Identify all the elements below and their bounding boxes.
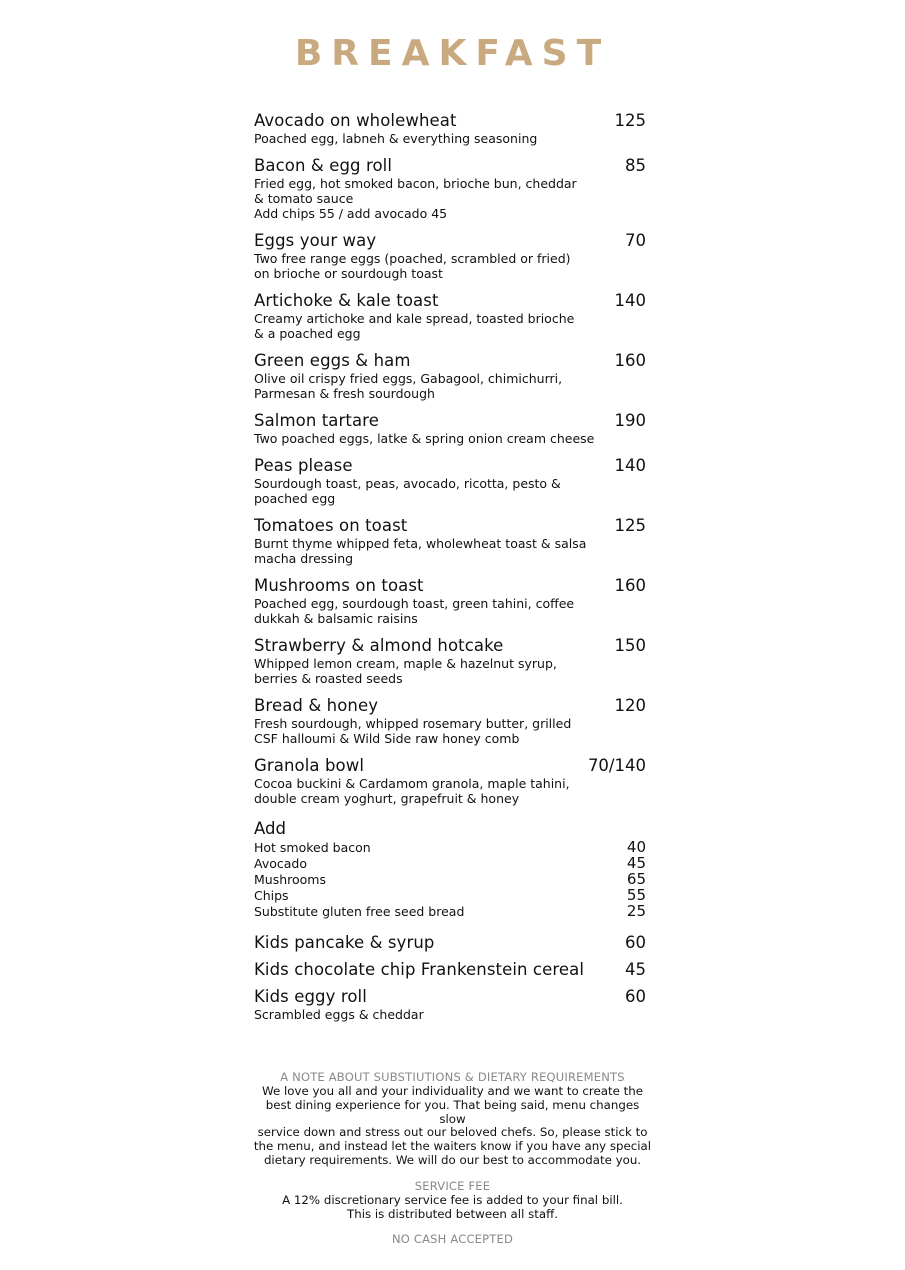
menu-item xyxy=(254,410,646,446)
item-price: 125 xyxy=(614,516,646,535)
item-price: 45 xyxy=(625,960,646,979)
item-price: 85 xyxy=(625,156,646,175)
add-on-label: Avocado xyxy=(254,856,307,871)
menu-item xyxy=(254,290,646,341)
item-description: Burnt thyme whipped feta, wholewheat toast & salsa xyxy=(254,536,587,551)
item-price: 120 xyxy=(614,696,646,715)
add-on-price: 40 xyxy=(626,838,646,856)
service-fee-line: This is distributed between all staff. xyxy=(347,1206,558,1221)
item-price: 60 xyxy=(625,933,646,952)
item-description: Scrambled eggs & cheddar xyxy=(254,1007,424,1022)
add-on-label: Mushrooms xyxy=(254,872,326,887)
item-name: Strawberry & almond hotcake xyxy=(254,636,504,655)
menu-list xyxy=(254,110,646,1028)
item-name: Bread & honey xyxy=(254,696,379,715)
item-price: 70/140 xyxy=(587,756,646,775)
add-ons-title: Add xyxy=(254,819,286,838)
item-name: Artichoke & kale toast xyxy=(254,291,439,310)
item-description: Two poached eggs, latke & spring onion cream cheese xyxy=(254,431,595,446)
kids-menu-item xyxy=(254,959,646,980)
item-name: Salmon tartare xyxy=(254,411,379,430)
item-name: Tomatoes on toast xyxy=(254,516,408,535)
item-description: Poached egg, sourdough toast, green tahini, coffee xyxy=(254,596,575,611)
kids-menu-item xyxy=(254,932,646,953)
menu-item xyxy=(254,575,646,626)
item-name: Green eggs & ham xyxy=(254,351,411,370)
service-fee-heading: SERVICE FEE xyxy=(414,1178,491,1193)
menu-item xyxy=(254,695,646,746)
dietary-note-line: We love you all and your individuality and we want to create the xyxy=(261,1084,643,1098)
item-price: 140 xyxy=(614,291,646,310)
item-description: dukkah & balsamic raisins xyxy=(254,611,418,626)
item-description: double cream yoghurt, grapefruit & honey xyxy=(254,791,520,806)
add-on-row xyxy=(254,839,646,855)
item-description: Whipped lemon cream, maple & hazelnut syrup, xyxy=(254,656,557,671)
add-on-label: Hot smoked bacon xyxy=(254,840,371,855)
item-description: Fresh sourdough, whipped rosemary butter, grilled xyxy=(254,716,572,731)
menu-item xyxy=(254,350,646,401)
item-description: berries & roasted seeds xyxy=(254,671,403,686)
item-description: Olive oil crispy fried eggs, Gabagool, chimichurri, xyxy=(254,371,563,386)
item-description: & tomato sauce xyxy=(254,191,354,206)
add-on-price: 65 xyxy=(626,870,646,888)
kids-menu-item xyxy=(254,986,646,1022)
service-fee-line: A 12% discretionary service fee is added to your final bill. xyxy=(282,1192,623,1207)
item-price: 190 xyxy=(614,411,646,430)
item-description: & a poached egg xyxy=(254,326,361,341)
dietary-note-line: dietary requirements. We will do our best to accommodate you. xyxy=(263,1152,642,1167)
item-description: Creamy artichoke and kale spread, toasted brioche xyxy=(254,311,575,326)
item-price: 125 xyxy=(614,111,646,130)
dietary-note-heading: A NOTE ABOUT SUBSTIUTIONS & DIETARY REQUIREMENTS xyxy=(280,1070,625,1084)
add-on-row xyxy=(254,887,646,903)
menu-title: BREAKFAST xyxy=(294,33,611,74)
item-price: 150 xyxy=(614,636,646,655)
item-price: 160 xyxy=(614,576,646,595)
service-fee-body xyxy=(253,1194,653,1222)
add-on-row xyxy=(254,871,646,887)
add-on-label: Chips xyxy=(254,888,289,903)
dietary-note-line: the menu, and instead let the waiters know if you have any special xyxy=(253,1139,652,1154)
item-name: Eggs your way xyxy=(254,231,377,250)
item-price: 140 xyxy=(614,456,646,475)
menu-item xyxy=(254,230,646,281)
item-description: on brioche or sourdough toast xyxy=(254,266,443,281)
item-name: Mushrooms on toast xyxy=(254,576,424,595)
menu-item xyxy=(254,455,646,506)
add-on-row xyxy=(254,855,646,871)
item-description: poached egg xyxy=(254,491,336,506)
item-description: Poached egg, labneh & everything seasoning xyxy=(254,131,538,146)
item-description: Fried egg, hot smoked bacon, brioche bun, cheddar xyxy=(254,176,577,191)
item-name: Peas please xyxy=(254,456,353,475)
item-description: Two free range eggs (poached, scrambled or fried) xyxy=(254,251,571,266)
add-on-row xyxy=(254,903,646,919)
item-description: macha dressing xyxy=(254,551,354,566)
item-name: Granola bowl xyxy=(254,756,365,775)
add-on-price: 45 xyxy=(626,854,646,872)
dietary-note-line: best dining experience for you. That being said, menu changes slow xyxy=(265,1097,640,1126)
menu-item xyxy=(254,110,646,146)
menu-item xyxy=(254,155,646,221)
item-description: Parmesan & fresh sourdough xyxy=(254,386,435,401)
item-name: Bacon & egg roll xyxy=(254,156,393,175)
cash-note: NO CASH ACCEPTED xyxy=(391,1232,514,1247)
item-name: Kids eggy roll xyxy=(254,987,367,1006)
item-description: Sourdough toast, peas, avocado, ricotta, pesto & xyxy=(254,476,561,491)
item-price: 70 xyxy=(625,231,646,250)
dietary-note-line: service down and stress out our beloved chefs. So, please stick to xyxy=(257,1125,648,1140)
item-name: Kids pancake & syrup xyxy=(254,933,435,952)
menu-item xyxy=(254,755,646,806)
item-price: 160 xyxy=(614,351,646,370)
notes-section xyxy=(0,1069,905,1247)
item-name: Kids chocolate chip Frankenstein cereal xyxy=(254,960,585,979)
item-price: 60 xyxy=(625,987,646,1006)
menu-item xyxy=(254,635,646,686)
item-description: CSF halloumi & Wild Side raw honey comb xyxy=(254,731,520,746)
menu-item xyxy=(254,515,646,566)
dietary-note-body xyxy=(253,1085,653,1168)
add-ons-section xyxy=(254,819,646,919)
item-description: Cocoa buckini & Cardamom granola, maple tahini, xyxy=(254,776,570,791)
add-on-price: 55 xyxy=(626,886,646,904)
item-description: Add chips 55 / add avocado 45 xyxy=(254,206,448,221)
add-on-price: 25 xyxy=(626,902,646,920)
item-name: Avocado on wholewheat xyxy=(254,111,457,130)
add-on-label: Substitute gluten free seed bread xyxy=(254,904,465,919)
